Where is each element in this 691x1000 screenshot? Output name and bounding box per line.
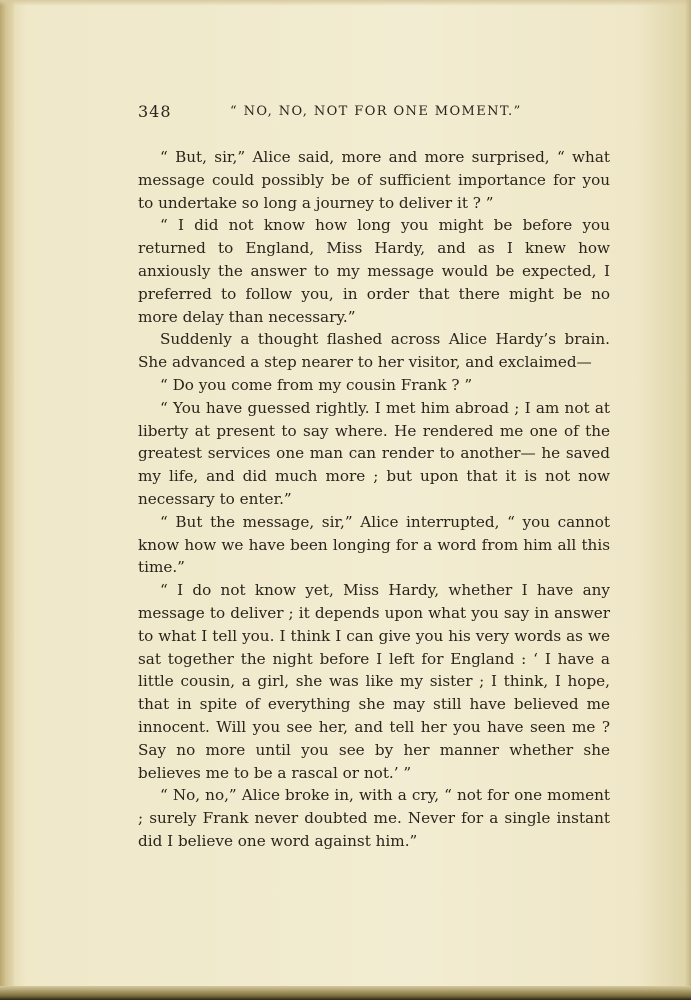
running-title: “ NO, NO, NOT FOR ONE MOMENT.” <box>230 104 522 119</box>
paragraph: “ Do you come from my cousin Frank ? ” <box>160 375 473 394</box>
page-right-edge <box>685 0 691 1000</box>
paragraph: “ I did not know how long you might be before you returned to England, Miss Hardy, and as I knew how anxiously the answer to my message would be expected, I preferred to follow you, in order that there might be no more delay than necessary.” <box>138 216 610 326</box>
paragraph: “ No, no,” Alice broke in, with a cry, “ not for one moment ; surely Frank never doubted me. Never for a single instant did I believe one word against him.” <box>138 786 610 850</box>
body-text <box>138 146 610 853</box>
paragraph: “ But, sir,” Alice said, more and more surprised, “ what message could possibly be of sufficient importance for you to undertake so long a journey to deliver it ? ” <box>138 148 610 212</box>
paragraph: “ I do not know yet, Miss Hardy, whether I have any message to deliver ; it depends upon what you say in answer to what I tell you. I think I can give you his very words as we sat together the night before I left for England : ‘ I have a little cousin, a girl, she was like my sister ; I think, I hope, that in spite of everything she may still have believed me innocent. Will you see her, and tell her you have seen me ? Say no more until you see by her manner whether she believes me to be a rascal or not.’ ” <box>138 581 610 782</box>
page-bottom-edge <box>0 986 691 1000</box>
paragraph: “ You have guessed rightly. I met him abroad ; I am not at liberty at present to say where. He rendered me one of the greatest services one man can render to another— he saved my life, and did much more ; but upon that it is not now necessary to enter.” <box>138 398 610 508</box>
page-header <box>138 102 608 126</box>
paragraph: “ But the message, sir,” Alice interrupted, “ you cannot know how we have been longing for a word from him all this time.” <box>138 512 610 577</box>
page-spine-edge <box>0 0 14 1000</box>
page-number: 348 <box>138 102 172 121</box>
page-top-shadow <box>0 0 691 6</box>
paragraph: Suddenly a thought flashed across Alice Hardy’s brain. She advanced a step nearer to her visitor, and exclaimed— <box>138 330 610 372</box>
